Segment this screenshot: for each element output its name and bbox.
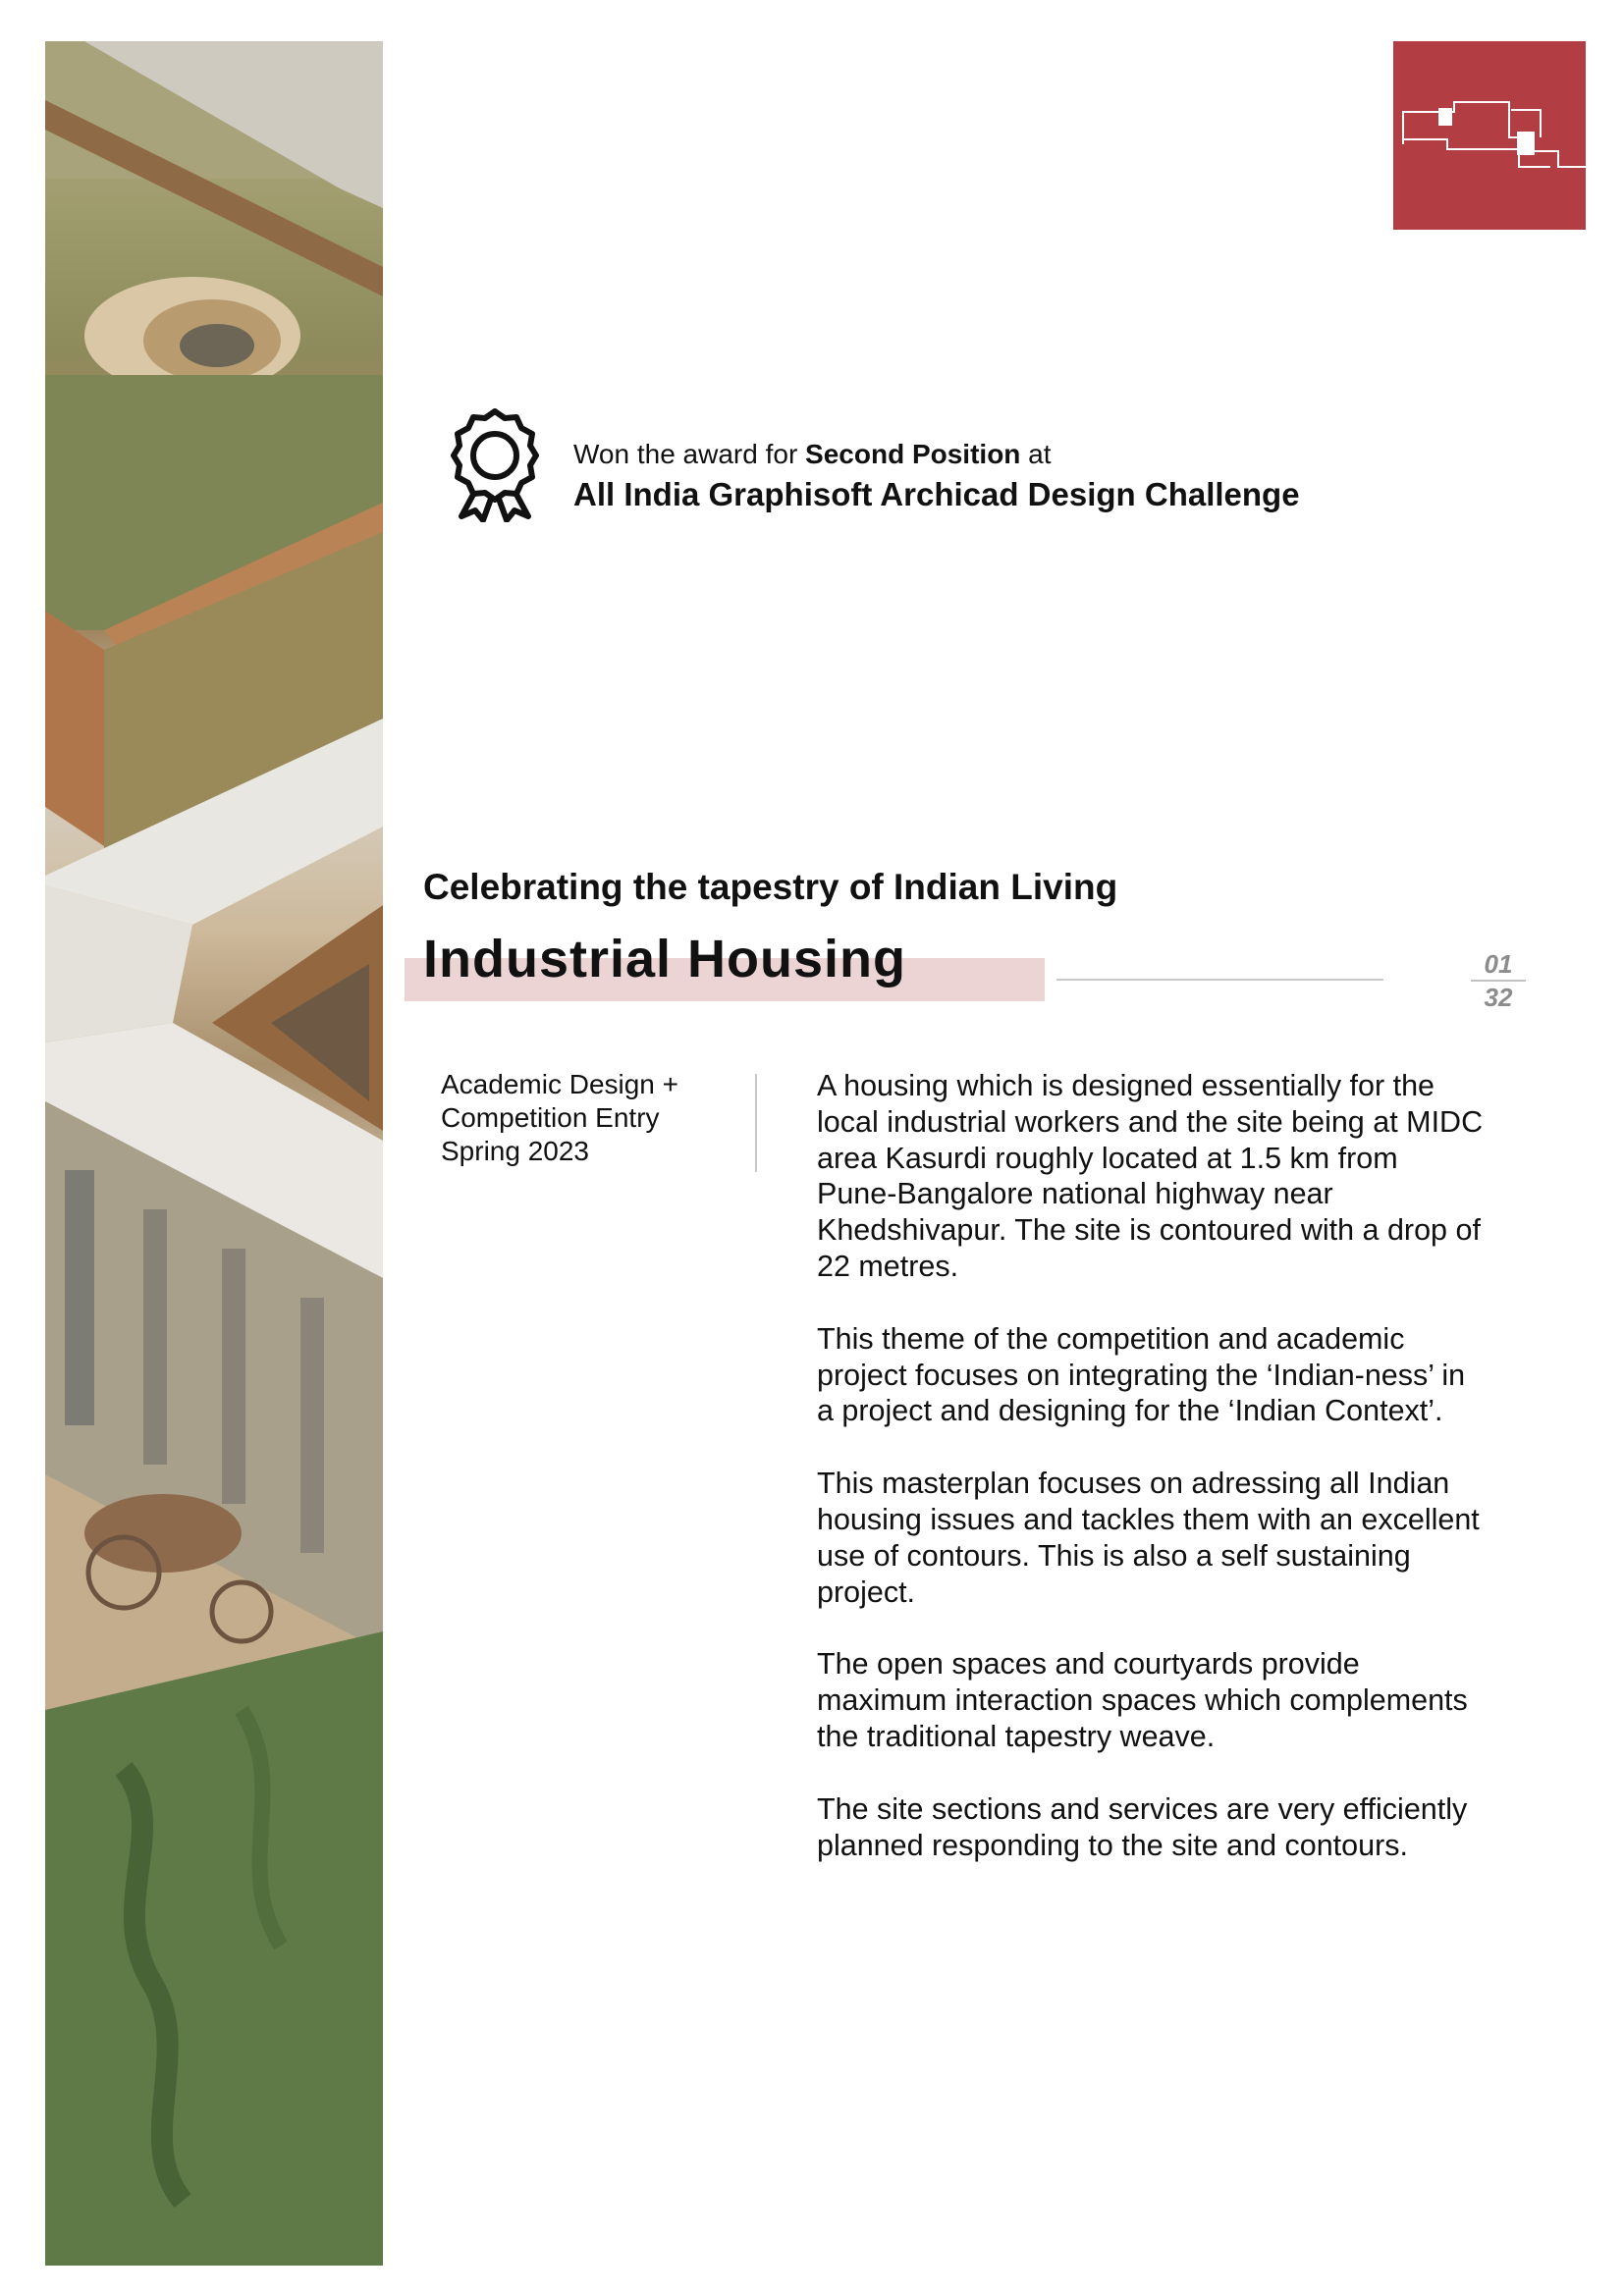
description-paragraph: The site sections and services are very efficiently planned responding to the site and contours. bbox=[817, 1791, 1468, 1862]
page-current: 01 bbox=[1484, 949, 1513, 979]
award-competition-name: All India Graphisoft Archicad Design Challenge bbox=[573, 476, 1300, 512]
title-divider bbox=[1056, 979, 1383, 981]
page-number bbox=[1471, 948, 1526, 1013]
studio-logo-icon bbox=[1393, 41, 1586, 230]
meta-line: Spring 2023 bbox=[441, 1136, 590, 1166]
page-total: 32 bbox=[1484, 983, 1513, 1012]
project-description bbox=[817, 1068, 1485, 1899]
description-paragraph: This masterplan focuses on adressing all Indian housing issues and tackles them with an excellent use of contours. This is also a self sustaining project. bbox=[817, 1467, 1480, 1609]
project-title: Industrial Housing bbox=[423, 930, 907, 988]
meta-line: Competition Entry bbox=[441, 1102, 660, 1133]
aerial-illustration bbox=[45, 41, 383, 2266]
meta-line: Academic Design + bbox=[441, 1069, 679, 1099]
award-position: Second Position bbox=[805, 439, 1021, 469]
award-suffix: at bbox=[1020, 439, 1052, 469]
project-subtitle: Celebrating the tapestry of Indian Living bbox=[423, 867, 1118, 907]
award-ribbon-icon bbox=[448, 406, 542, 522]
aerial-illustration-strip bbox=[45, 41, 383, 2266]
description-paragraph: A housing which is designed essentially for the local industrial workers and the site being at MIDC area Kasurdi roughly located at 1.5 km from Pune-Bangalore national highway near Khedshivapur. The site is contoured with a drop of 22 metres. bbox=[817, 1069, 1484, 1283]
award-text bbox=[573, 438, 1052, 471]
description-paragraph: The open spaces and courtyards provide maximum interaction spaces which complements the traditional tapestry weave. bbox=[817, 1647, 1468, 1753]
meta-divider bbox=[755, 1074, 757, 1172]
project-meta bbox=[441, 1068, 678, 1168]
award-prefix: Won the award for bbox=[573, 439, 806, 469]
description-paragraph: This theme of the competition and academic project focuses on integrating the ‘Indian-ness’ in a project and designing for the ‘Indian Context’. bbox=[817, 1321, 1466, 1428]
